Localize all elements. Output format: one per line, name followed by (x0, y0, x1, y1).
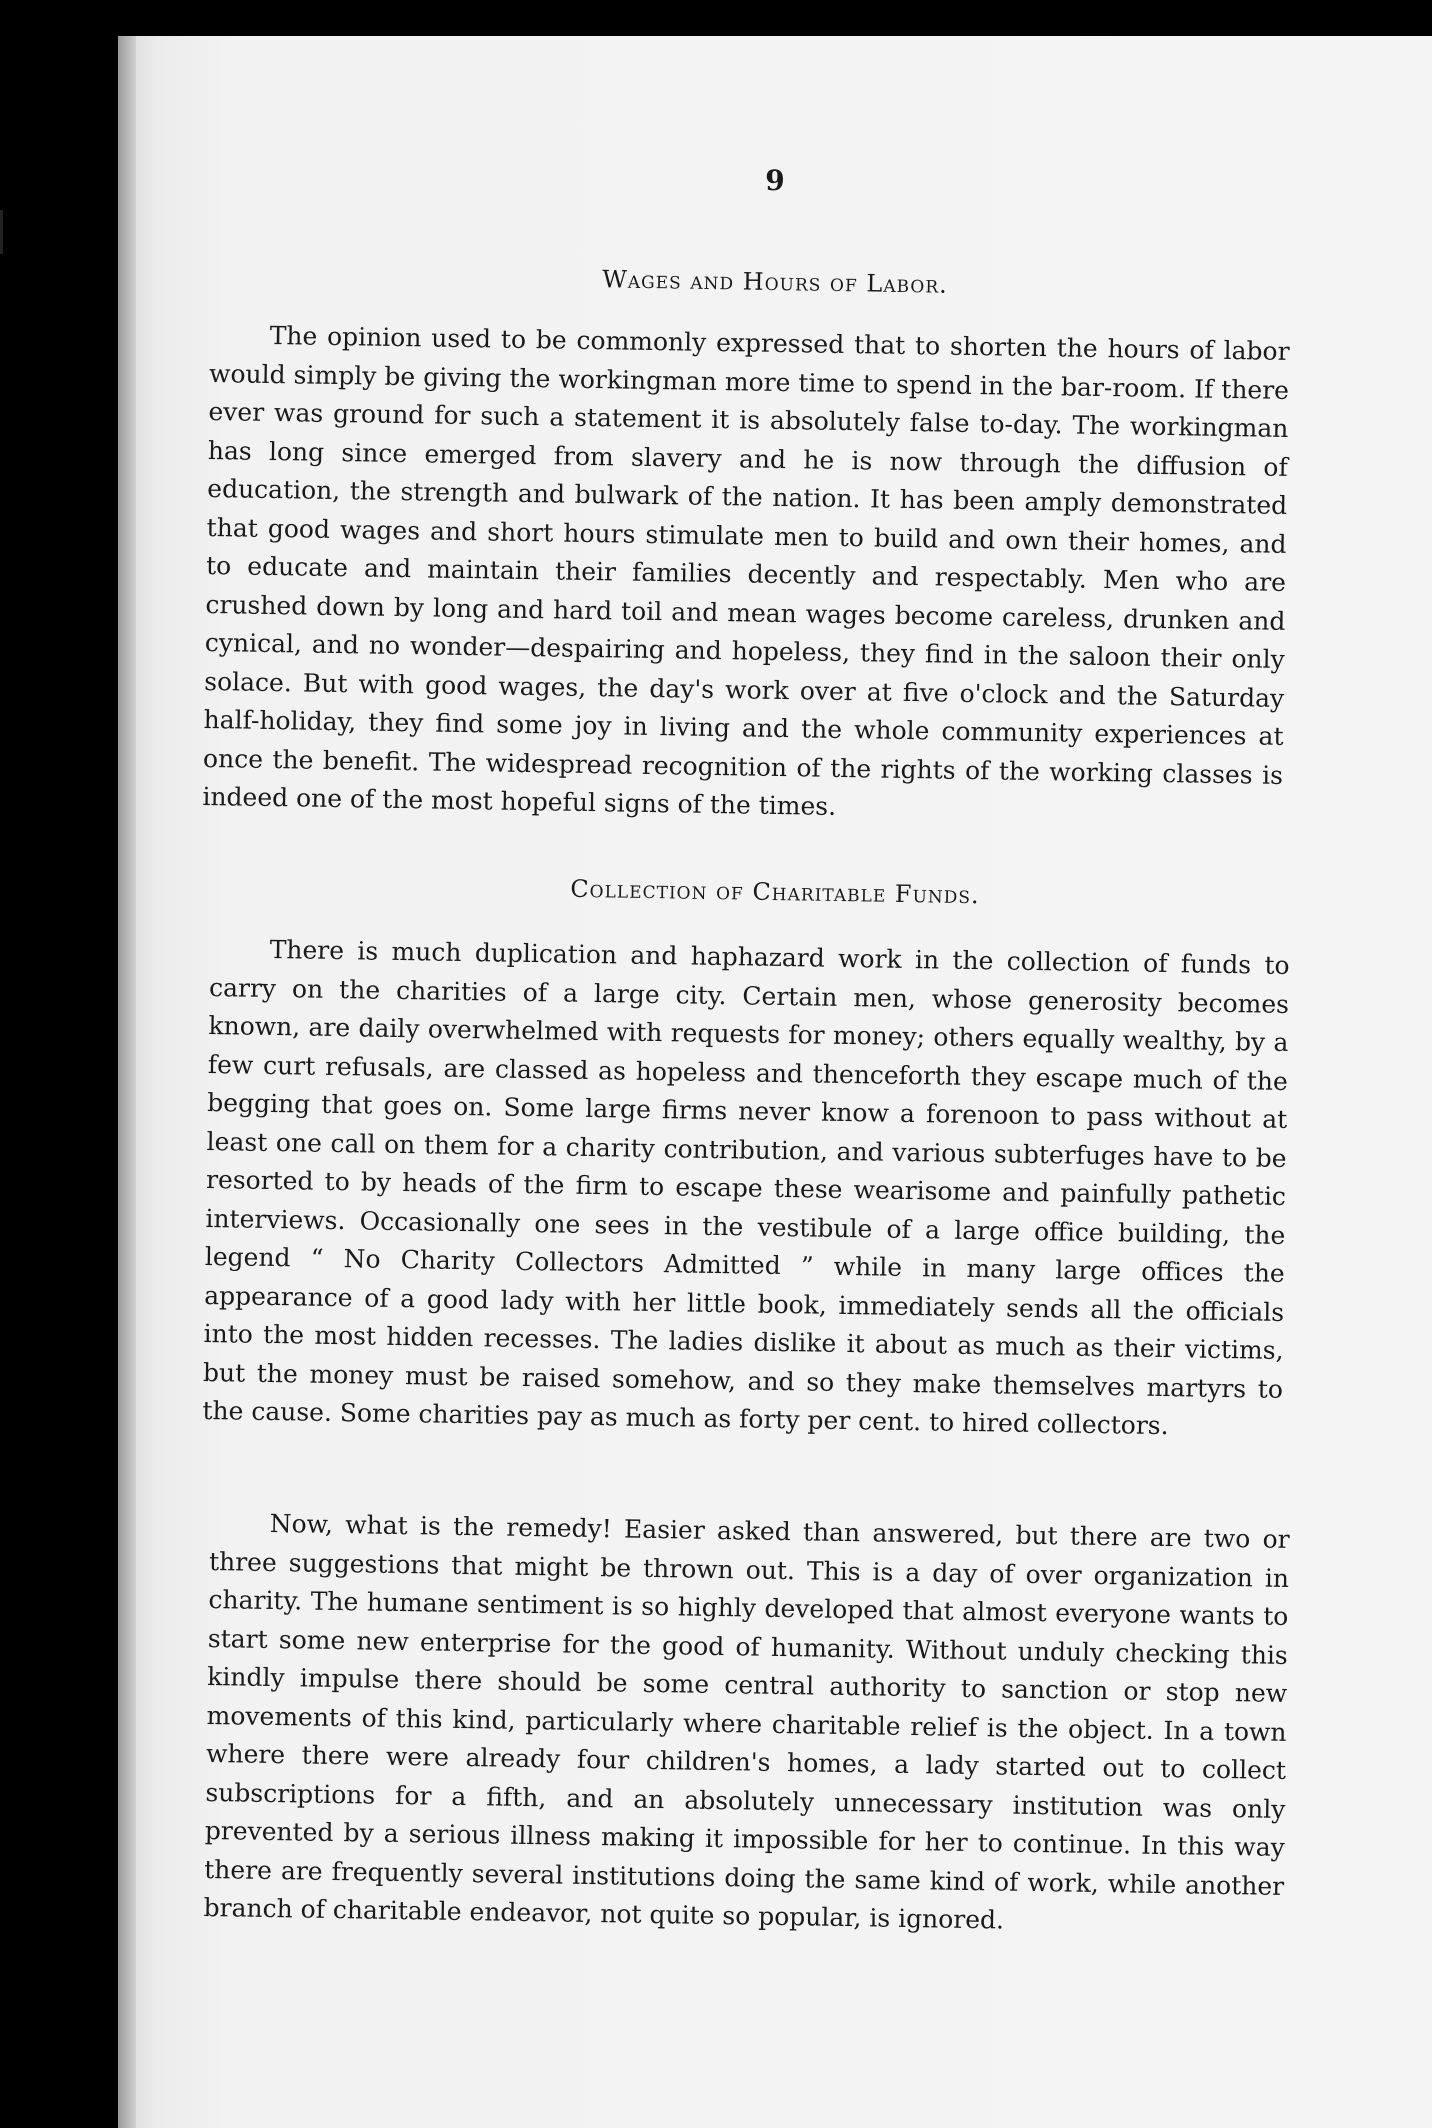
paragraph: Now, what is the remedy! Easier asked than answered, but there are two or three suggestions that might be thrown out. This is a day of over organization in charity. The humane sentiment is so highly developed that almost everyone wants to start some new enterprise for the good of humanity. Without unduly checking this kindly impulse there should be some central authority to sanction or stop new movements of this kind, particularly where charitable relief is the object. In a town where there were already four children's homes, a lady started out to collect subscriptions for a fifth, and an absolutely unnecessary institution was only prevented by a serious illness making it impossible for her to continue. In this way there are frequently several institutions doing the same kind of work, while another branch of charitable endeavor, not quite so popular, is ignored. (203, 1508, 1290, 1935)
section-body-charitable-funds-1 (202, 930, 1290, 1447)
paragraph: The opinion used to be commonly expressed that to shorten the hours of labor would simply be giving the workingman more time to spend in the bar-room. If there ever was ground for such a statement it is absolutely false to-day. The workingman has long since emerged from slavery and he is now through the diffusion of education, the strength and bulwark of the nation. It has been amply demonstrated that good wages and short hours stimulate men to build and own their homes, and to educate and maintain their families decently and respectably. Men who are crushed down by long and hard toil and mean wages become careless, drunken and cynical, and no wonder—despairing and hopeless, they find in the saloon their only solace. But with good wages, the day's work over at five o'clock and the Saturday half-holiday, they find some joy in living and the whole community experiences at once the benefit. The widespread recognition of the rights of the working classes is indeed one of the most hopeful signs of the times. (202, 320, 1290, 821)
paragraph: There is much duplication and haphazard work in the collection of funds to carry on the charities of a large city. Certain men, whose generosity becomes known, are daily overwhelmed with requests for money; others equally wealthy, by a few curt refusals, are classed as hopeless and thenceforth they escape much of the begging that goes on. Some large firms never know a forenoon to pass without at least one call on them for a charity contribution, and various subterfuges have to be resorted to by heads of the firm to escape these wearisome and painfully pathetic interviews. Occasionally one sees in the vestibule of a large office building, the legend “ No Charity Collectors Admitted ” while in many large offices the appearance of a good lady with her little book, immediately sends all the officials into the most hidden recesses. The ladies dislike it about as much as their victims, but the money must be raised somehow, and so they make themselves martyrs to the cause. Some charities pay as much as forty per cent. to hired collectors. (202, 934, 1290, 1441)
book-page (118, 36, 1432, 2128)
scan-edge-mark (0, 210, 3, 254)
section-body-wages (202, 316, 1290, 833)
section-heading-charitable-funds: Collection of Charitable Funds. (570, 874, 980, 910)
section-heading-wages: Wages and Hours of Labor. (601, 265, 949, 299)
binding-shadow (118, 36, 136, 2128)
section-body-charitable-funds-2 (203, 1504, 1290, 1944)
page-number: 9 (765, 164, 785, 197)
